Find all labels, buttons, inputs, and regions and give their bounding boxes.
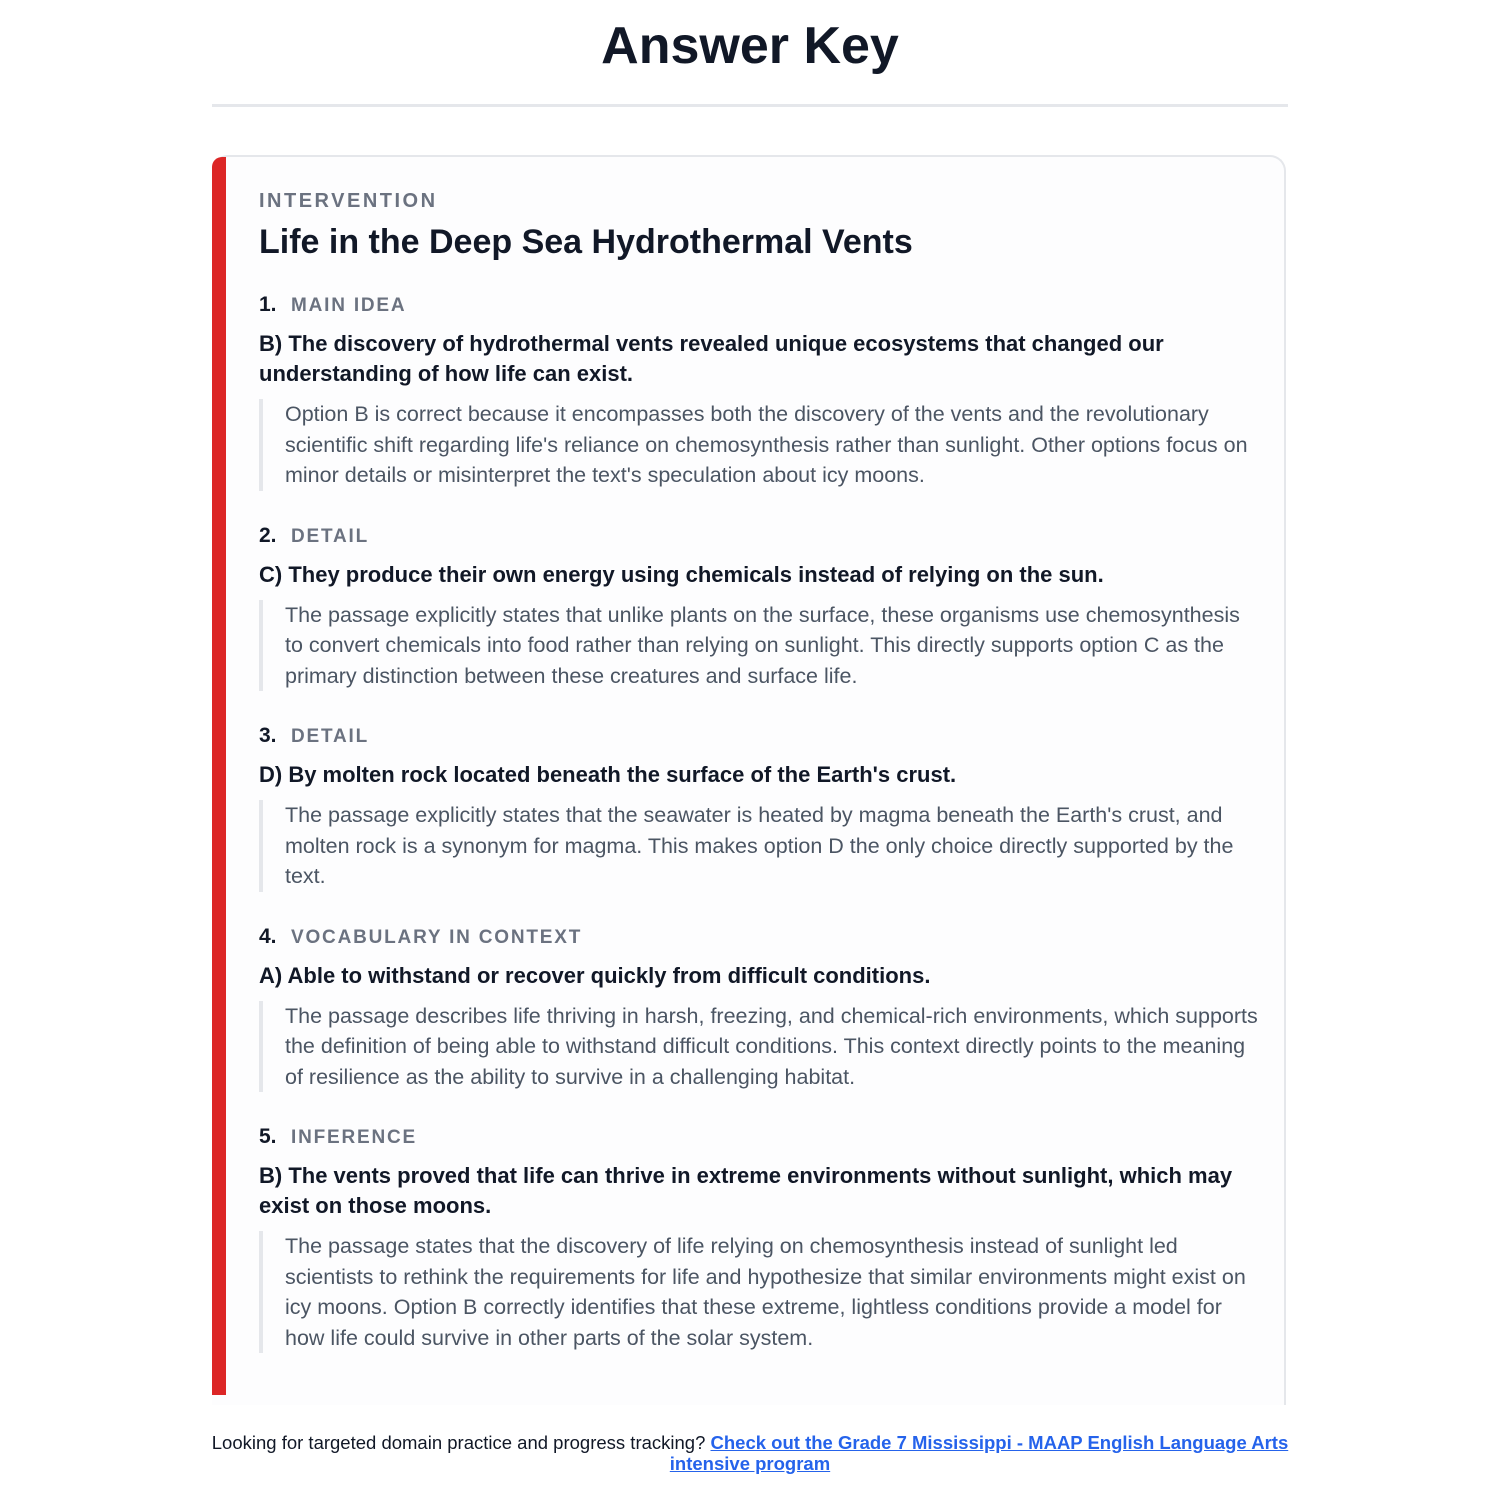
question-type: INFERENCE xyxy=(291,1127,417,1148)
question-header xyxy=(259,922,1259,953)
question-item xyxy=(259,290,1259,491)
question-item xyxy=(259,721,1259,892)
section-title: Life in the Deep Sea Hydrothermal Vents xyxy=(259,223,913,261)
section-eyebrow: INTERVENTION xyxy=(259,190,438,212)
question-answer: D) By molten rock located beneath the surface of the Earth's crust. xyxy=(259,762,957,787)
question-type: DETAIL xyxy=(291,726,369,747)
footer-text: Looking for targeted domain practice and progress tracking? xyxy=(211,1432,706,1453)
question-type: VOCABULARY IN CONTEXT xyxy=(291,926,583,948)
question-number: 4. xyxy=(259,924,277,948)
question-number: 5. xyxy=(259,1125,277,1148)
question-explanation: The passage states that the discovery of life relying on chemosynthesis instead of sunlight led scientists to rethink the requirements for life and hypothesize that similar environments might exist on icy moons. Option B correctly identifies that these extreme, lightless conditions provide a model for how life could survive in other parts of the solar system. xyxy=(259,1231,1259,1353)
question-item xyxy=(259,521,1259,692)
question-number: 2. xyxy=(259,523,277,547)
question-number: 3. xyxy=(259,724,277,747)
footer-promo xyxy=(190,1432,1310,1474)
question-answer: A) Able to withstand or recover quickly from difficult conditions. xyxy=(259,962,931,988)
question-header xyxy=(259,721,1259,752)
question-header xyxy=(259,290,1259,321)
question-list xyxy=(259,290,1259,1353)
title-divider xyxy=(212,104,1288,107)
question-explanation: The passage describes life thriving in harsh, freezing, and chemical-rich environments, which supports the definition of being able to withstand difficult conditions. This context directly points to the meaning of resilience as the ability to survive in a challenging habitat. xyxy=(259,1001,1259,1093)
question-explanation: The passage explicitly states that unlike plants on the surface, these organisms use chemosynthesis to convert chemicals into food rather than relying on sunlight. This directly supports option C as the primary distinction between these creatures and surface life. xyxy=(259,600,1259,692)
question-explanation: Option B is correct because it encompasses both the discovery of the vents and the revolutionary scientific shift regarding life's reliance on chemosynthesis rather than sunlight. Other options focus on minor details or misinterpret the text's speculation about icy moons. xyxy=(259,399,1259,491)
question-type: MAIN IDEA xyxy=(291,295,407,316)
card-accent-bar xyxy=(212,157,226,1395)
question-answer: B) The vents proved that life can thrive in extreme environments without sunlight, which may exist on those moons. xyxy=(259,1163,1233,1218)
question-number: 1. xyxy=(259,293,277,316)
question-header xyxy=(259,1122,1259,1153)
question-header xyxy=(259,521,1259,552)
question-answer: C) They produce their own energy using chemicals instead of relying on the sun. xyxy=(259,561,1104,587)
card-content xyxy=(259,186,1259,1383)
question-answer: B) The discovery of hydrothermal vents revealed unique ecosystems that changed our understanding of how life can exist. xyxy=(259,331,1164,386)
program-link[interactable]: Check out the Grade 7 Mississippi - MAAP English Language Arts intensive program xyxy=(669,1432,1289,1474)
page-title: Answer Key xyxy=(601,17,899,75)
question-explanation: The passage explicitly states that the seawater is heated by magma beneath the Earth's crust, and molten rock is a synonym for magma. This makes option D the only choice directly supported by the text. xyxy=(259,800,1259,892)
question-item xyxy=(259,922,1259,1093)
question-type: DETAIL xyxy=(291,525,369,547)
question-item xyxy=(259,1122,1259,1353)
